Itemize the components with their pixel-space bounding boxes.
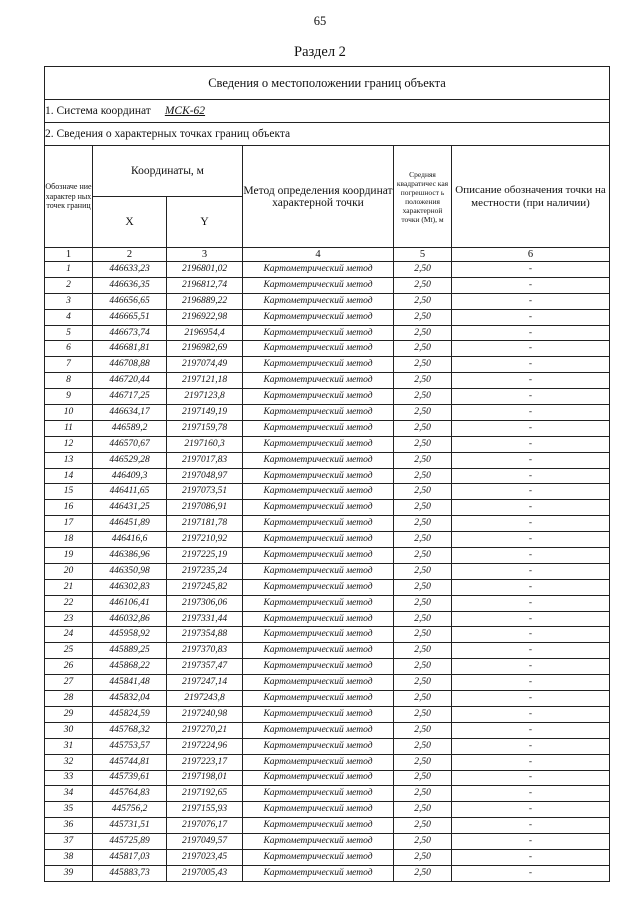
method-value: Картометрический метод	[243, 579, 394, 595]
mt-value: 2,50	[394, 341, 452, 357]
table-row	[45, 405, 610, 421]
table-row	[45, 548, 610, 564]
method-value: Картометрический метод	[243, 500, 394, 516]
mt-value: 2,50	[394, 325, 452, 341]
y-value: 2197245,82	[167, 579, 243, 595]
point-number: 6	[45, 341, 93, 357]
x-value: 446634,17	[93, 405, 167, 421]
y-value: 2197198,01	[167, 770, 243, 786]
y-value: 2197240,98	[167, 706, 243, 722]
y-value: 2196812,74	[167, 277, 243, 293]
table-row	[45, 325, 610, 341]
y-value: 2196922,98	[167, 309, 243, 325]
x-value: 446409,3	[93, 468, 167, 484]
method-value: Картометрический метод	[243, 627, 394, 643]
y-value: 2197370,83	[167, 643, 243, 659]
description-value: -	[452, 548, 610, 564]
description-value: -	[452, 341, 610, 357]
description-value: -	[452, 468, 610, 484]
mt-value: 2,50	[394, 706, 452, 722]
point-number: 29	[45, 706, 93, 722]
table-title: Сведения о местоположении границ объекта	[45, 67, 610, 100]
x-value: 446570,67	[93, 436, 167, 452]
x-value: 446708,88	[93, 357, 167, 373]
table-row	[45, 579, 610, 595]
table-row	[45, 357, 610, 373]
method-value: Картометрический метод	[243, 834, 394, 850]
point-number: 33	[45, 770, 93, 786]
table-row	[45, 691, 610, 707]
table-row	[45, 373, 610, 389]
point-number: 27	[45, 675, 93, 691]
method-value: Картометрический метод	[243, 436, 394, 452]
mt-value: 2,50	[394, 611, 452, 627]
table-row	[45, 436, 610, 452]
mt-value: 2,50	[394, 436, 452, 452]
description-value: -	[452, 786, 610, 802]
y-value: 2197235,24	[167, 563, 243, 579]
y-value: 2197155,93	[167, 802, 243, 818]
y-value: 2197005,43	[167, 865, 243, 881]
x-value: 445744,81	[93, 754, 167, 770]
mt-value: 2,50	[394, 452, 452, 468]
method-value: Картометрический метод	[243, 325, 394, 341]
x-value: 445725,89	[93, 834, 167, 850]
mt-value: 2,50	[394, 834, 452, 850]
header-mt: Средняя квадратичес кая погрешност ь положения характерной точки (Mt), м	[394, 146, 452, 248]
table-row	[45, 627, 610, 643]
mt-value: 2,50	[394, 659, 452, 675]
header-designation: Обозначе ние характер ных точек границ	[45, 146, 93, 248]
table-row	[45, 770, 610, 786]
description-value: -	[452, 484, 610, 500]
description-value: -	[452, 627, 610, 643]
mt-value: 2,50	[394, 865, 452, 881]
description-value: -	[452, 659, 610, 675]
column-number: 2	[93, 248, 167, 262]
description-value: -	[452, 675, 610, 691]
description-value: -	[452, 579, 610, 595]
table-row	[45, 484, 610, 500]
x-value: 446451,89	[93, 516, 167, 532]
description-value: -	[452, 373, 610, 389]
table-row	[45, 309, 610, 325]
method-value: Картометрический метод	[243, 865, 394, 881]
coord-system-row	[45, 100, 610, 123]
point-number: 8	[45, 373, 93, 389]
mt-value: 2,50	[394, 357, 452, 373]
method-value: Картометрический метод	[243, 548, 394, 564]
method-value: Картометрический метод	[243, 786, 394, 802]
x-value: 445824,59	[93, 706, 167, 722]
point-number: 9	[45, 389, 93, 405]
method-value: Картометрический метод	[243, 277, 394, 293]
y-value: 2197048,97	[167, 468, 243, 484]
table-row	[45, 277, 610, 293]
table-row	[45, 643, 610, 659]
x-value: 446411,65	[93, 484, 167, 500]
header-x: X	[93, 197, 167, 248]
x-value: 446431,25	[93, 500, 167, 516]
y-value: 2197192,65	[167, 786, 243, 802]
description-value: -	[452, 277, 610, 293]
point-number: 5	[45, 325, 93, 341]
x-value: 445841,48	[93, 675, 167, 691]
point-number: 26	[45, 659, 93, 675]
method-value: Картометрический метод	[243, 691, 394, 707]
description-value: -	[452, 754, 610, 770]
method-value: Картометрический метод	[243, 706, 394, 722]
y-value: 2196954,4	[167, 325, 243, 341]
table-row	[45, 420, 610, 436]
table-row	[45, 675, 610, 691]
x-value: 446302,83	[93, 579, 167, 595]
x-value: 445753,57	[93, 738, 167, 754]
description-value: -	[452, 262, 610, 278]
x-value: 445832,04	[93, 691, 167, 707]
x-value: 446032,86	[93, 611, 167, 627]
x-value: 446717,25	[93, 389, 167, 405]
description-value: -	[452, 293, 610, 309]
point-number: 37	[45, 834, 93, 850]
point-number: 3	[45, 293, 93, 309]
point-number: 30	[45, 722, 93, 738]
table-row	[45, 722, 610, 738]
method-value: Картометрический метод	[243, 484, 394, 500]
x-value: 445739,61	[93, 770, 167, 786]
description-value: -	[452, 325, 610, 341]
table-row	[45, 706, 610, 722]
method-value: Картометрический метод	[243, 452, 394, 468]
x-value: 446665,51	[93, 309, 167, 325]
method-value: Картометрический метод	[243, 659, 394, 675]
method-value: Картометрический метод	[243, 373, 394, 389]
method-value: Картометрический метод	[243, 754, 394, 770]
mt-value: 2,50	[394, 516, 452, 532]
method-value: Картометрический метод	[243, 405, 394, 421]
x-value: 446673,74	[93, 325, 167, 341]
y-value: 2197076,17	[167, 818, 243, 834]
mt-value: 2,50	[394, 548, 452, 564]
point-number: 28	[45, 691, 93, 707]
y-value: 2197331,44	[167, 611, 243, 627]
description-value: -	[452, 849, 610, 865]
table-row	[45, 262, 610, 278]
x-value: 446350,98	[93, 563, 167, 579]
x-value: 446636,35	[93, 277, 167, 293]
method-value: Картометрический метод	[243, 849, 394, 865]
coord-system-label: 1. Система координат	[45, 105, 151, 117]
description-value: -	[452, 643, 610, 659]
y-value: 2196889,22	[167, 293, 243, 309]
mt-value: 2,50	[394, 691, 452, 707]
method-value: Картометрический метод	[243, 262, 394, 278]
method-value: Картометрический метод	[243, 532, 394, 548]
x-value: 445764,83	[93, 786, 167, 802]
description-value: -	[452, 706, 610, 722]
mt-value: 2,50	[394, 532, 452, 548]
x-value: 446386,96	[93, 548, 167, 564]
table-row	[45, 389, 610, 405]
mt-value: 2,50	[394, 309, 452, 325]
table-row	[45, 659, 610, 675]
mt-value: 2,50	[394, 849, 452, 865]
mt-value: 2,50	[394, 293, 452, 309]
description-value: -	[452, 436, 610, 452]
column-number: 1	[45, 248, 93, 262]
y-value: 2197247,14	[167, 675, 243, 691]
point-number: 35	[45, 802, 93, 818]
mt-value: 2,50	[394, 738, 452, 754]
table-row	[45, 611, 610, 627]
description-value: -	[452, 738, 610, 754]
coord-system-value: МСК-62	[164, 105, 206, 117]
y-value: 2196801,02	[167, 262, 243, 278]
header-coordinates: Координаты, м	[93, 146, 243, 197]
table-row	[45, 452, 610, 468]
x-value: 446720,44	[93, 373, 167, 389]
point-number: 16	[45, 500, 93, 516]
method-value: Картометрический метод	[243, 516, 394, 532]
header-method: Метод определения координат характерной точки	[243, 146, 394, 248]
method-value: Картометрический метод	[243, 309, 394, 325]
x-value: 445731,51	[93, 818, 167, 834]
description-value: -	[452, 691, 610, 707]
x-value: 445883,73	[93, 865, 167, 881]
method-value: Картометрический метод	[243, 563, 394, 579]
column-number: 6	[452, 248, 610, 262]
description-value: -	[452, 802, 610, 818]
method-value: Картометрический метод	[243, 595, 394, 611]
method-value: Картометрический метод	[243, 341, 394, 357]
y-value: 2197181,78	[167, 516, 243, 532]
point-number: 7	[45, 357, 93, 373]
y-value: 2197073,51	[167, 484, 243, 500]
point-number: 25	[45, 643, 93, 659]
method-value: Картометрический метод	[243, 675, 394, 691]
mt-value: 2,50	[394, 786, 452, 802]
mt-value: 2,50	[394, 484, 452, 500]
mt-value: 2,50	[394, 675, 452, 691]
description-value: -	[452, 420, 610, 436]
point-number: 12	[45, 436, 93, 452]
description-value: -	[452, 357, 610, 373]
y-value: 2197160,3	[167, 436, 243, 452]
y-value: 2197210,92	[167, 532, 243, 548]
method-value: Картометрический метод	[243, 802, 394, 818]
point-number: 20	[45, 563, 93, 579]
y-value: 2197224,96	[167, 738, 243, 754]
y-value: 2197270,21	[167, 722, 243, 738]
point-number: 13	[45, 452, 93, 468]
point-number: 10	[45, 405, 93, 421]
point-number: 39	[45, 865, 93, 881]
point-number: 14	[45, 468, 93, 484]
point-number: 23	[45, 611, 93, 627]
mt-value: 2,50	[394, 802, 452, 818]
method-value: Картометрический метод	[243, 643, 394, 659]
x-value: 445868,22	[93, 659, 167, 675]
description-value: -	[452, 516, 610, 532]
point-number: 17	[45, 516, 93, 532]
y-value: 2197086,91	[167, 500, 243, 516]
column-number: 4	[243, 248, 394, 262]
description-value: -	[452, 452, 610, 468]
page-number: 65	[313, 14, 327, 28]
y-value: 2197159,78	[167, 420, 243, 436]
y-value: 2197243,8	[167, 691, 243, 707]
x-value: 445958,92	[93, 627, 167, 643]
table-row	[45, 802, 610, 818]
x-value: 446633,23	[93, 262, 167, 278]
table-row	[45, 468, 610, 484]
method-value: Картометрический метод	[243, 420, 394, 436]
header-description: Описание обозначения точки на местности (при наличии)	[452, 146, 610, 248]
x-value: 446416,6	[93, 532, 167, 548]
x-value: 446106,41	[93, 595, 167, 611]
mt-value: 2,50	[394, 627, 452, 643]
method-value: Картометрический метод	[243, 770, 394, 786]
description-value: -	[452, 611, 610, 627]
table-row	[45, 834, 610, 850]
table-row	[45, 516, 610, 532]
method-value: Картометрический метод	[243, 389, 394, 405]
table-row	[45, 595, 610, 611]
description-value: -	[452, 563, 610, 579]
y-value: 2197074,49	[167, 357, 243, 373]
table-row	[45, 341, 610, 357]
description-value: -	[452, 818, 610, 834]
table-row	[45, 738, 610, 754]
method-value: Картометрический метод	[243, 611, 394, 627]
y-value: 2197354,88	[167, 627, 243, 643]
description-value: -	[452, 834, 610, 850]
x-value: 445817,03	[93, 849, 167, 865]
description-value: -	[452, 865, 610, 881]
mt-value: 2,50	[394, 373, 452, 389]
point-number: 18	[45, 532, 93, 548]
mt-value: 2,50	[394, 405, 452, 421]
description-value: -	[452, 405, 610, 421]
point-number: 34	[45, 786, 93, 802]
point-number: 24	[45, 627, 93, 643]
column-numbers-row	[45, 248, 610, 262]
description-value: -	[452, 770, 610, 786]
mt-value: 2,50	[394, 754, 452, 770]
table-row	[45, 563, 610, 579]
x-value: 445756,2	[93, 802, 167, 818]
method-value: Картометрический метод	[243, 293, 394, 309]
y-value: 2197123,8	[167, 389, 243, 405]
point-number: 22	[45, 595, 93, 611]
point-number: 11	[45, 420, 93, 436]
x-value: 446656,65	[93, 293, 167, 309]
description-value: -	[452, 309, 610, 325]
y-value: 2197223,17	[167, 754, 243, 770]
description-value: -	[452, 500, 610, 516]
table-row	[45, 865, 610, 881]
y-value: 2197357,47	[167, 659, 243, 675]
point-number: 38	[45, 849, 93, 865]
y-value: 2197149,19	[167, 405, 243, 421]
method-value: Картометрический метод	[243, 468, 394, 484]
mt-value: 2,50	[394, 722, 452, 738]
description-value: -	[452, 532, 610, 548]
point-number: 36	[45, 818, 93, 834]
description-value: -	[452, 595, 610, 611]
mt-value: 2,50	[394, 579, 452, 595]
method-value: Картометрический метод	[243, 818, 394, 834]
x-value: 446589,2	[93, 420, 167, 436]
description-value: -	[452, 722, 610, 738]
y-value: 2197306,06	[167, 595, 243, 611]
table-row	[45, 293, 610, 309]
x-value: 446681,81	[93, 341, 167, 357]
table-row	[45, 818, 610, 834]
point-number: 21	[45, 579, 93, 595]
mt-value: 2,50	[394, 770, 452, 786]
x-value: 445889,25	[93, 643, 167, 659]
mt-value: 2,50	[394, 500, 452, 516]
header-y: Y	[167, 197, 243, 248]
mt-value: 2,50	[394, 563, 452, 579]
x-value: 446529,28	[93, 452, 167, 468]
method-value: Картометрический метод	[243, 722, 394, 738]
table-row	[45, 849, 610, 865]
mt-value: 2,50	[394, 389, 452, 405]
x-value: 445768,32	[93, 722, 167, 738]
point-number: 15	[45, 484, 93, 500]
table-row	[45, 786, 610, 802]
column-number: 5	[394, 248, 452, 262]
y-value: 2197017,83	[167, 452, 243, 468]
mt-value: 2,50	[394, 277, 452, 293]
point-number: 19	[45, 548, 93, 564]
y-value: 2197023,45	[167, 849, 243, 865]
mt-value: 2,50	[394, 468, 452, 484]
mt-value: 2,50	[394, 420, 452, 436]
point-number: 32	[45, 754, 93, 770]
method-value: Картометрический метод	[243, 738, 394, 754]
boundary-points-table	[44, 66, 610, 882]
column-number: 3	[167, 248, 243, 262]
mt-value: 2,50	[394, 595, 452, 611]
description-value: -	[452, 389, 610, 405]
point-number: 1	[45, 262, 93, 278]
y-value: 2197225,19	[167, 548, 243, 564]
y-value: 2197049,57	[167, 834, 243, 850]
point-number: 4	[45, 309, 93, 325]
char-points-label: 2. Сведения о характерных точках границ объекта	[45, 123, 610, 146]
mt-value: 2,50	[394, 818, 452, 834]
point-number: 31	[45, 738, 93, 754]
table-row	[45, 532, 610, 548]
mt-value: 2,50	[394, 643, 452, 659]
y-value: 2197121,18	[167, 373, 243, 389]
point-number: 2	[45, 277, 93, 293]
y-value: 2196982,69	[167, 341, 243, 357]
section-title: Раздел 2	[294, 44, 346, 60]
table-row	[45, 500, 610, 516]
method-value: Картометрический метод	[243, 357, 394, 373]
table-row	[45, 754, 610, 770]
mt-value: 2,50	[394, 262, 452, 278]
